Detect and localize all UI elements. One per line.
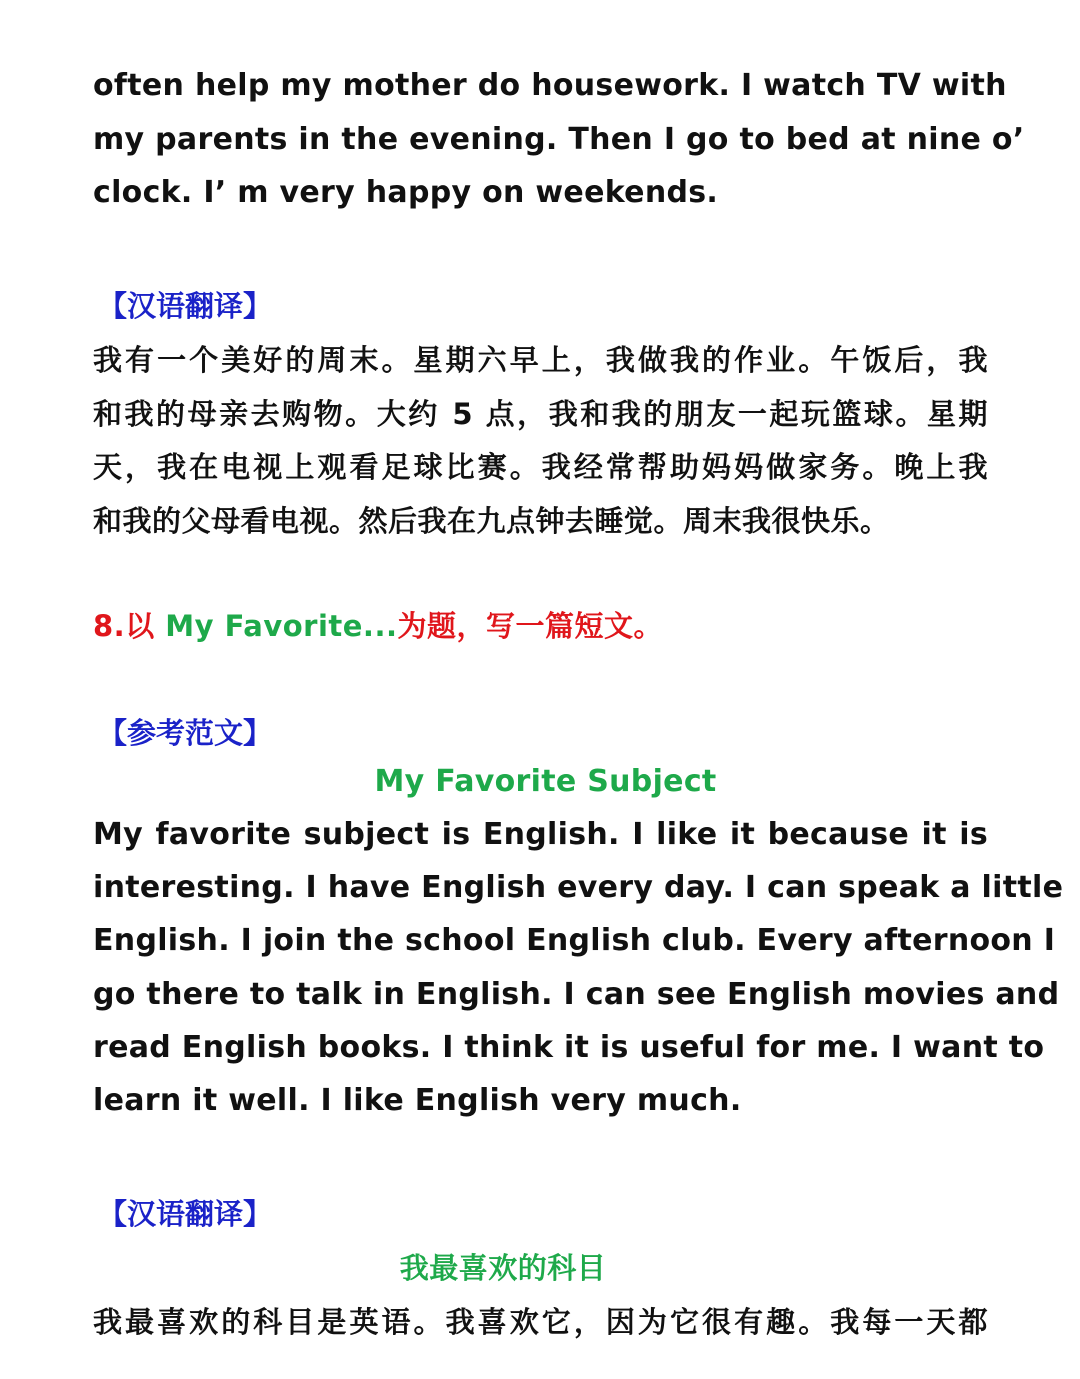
- essay-line: clock. I’ m very happy on weekends.: [93, 175, 719, 210]
- task-heading: [93, 604, 988, 645]
- translation-label: 【汉语翻译】: [98, 1197, 273, 1231]
- translation-line: 和我的父母看电视。然后我在九点钟去睡觉。周末我很快乐。: [93, 504, 890, 538]
- translation-title: 我最喜欢的科目: [399, 1251, 607, 1285]
- translation-label: 【汉语翻译】: [98, 289, 273, 323]
- sample-essay-line: learn it well. I like English very much.: [93, 1083, 742, 1118]
- task-number: 8.以: [93, 609, 166, 643]
- sample-label: 【参考范文】: [98, 716, 273, 750]
- translation-line: 和我的母亲去购物。大约 5 点，我和我的朋友一起玩篮球。星期: [93, 397, 988, 431]
- sample-essay-line: read English books. I think it is useful for me. I want to: [93, 1030, 1045, 1065]
- sample-title: My Favorite Subject: [374, 764, 717, 799]
- translation-line: 天，我在电视上观看足球比赛。我经常帮助妈妈做家务。晚上我: [93, 450, 988, 484]
- essay-line: my parents in the evening. Then I go to bed at nine o’: [93, 122, 1025, 157]
- task-topic: My Favorite...: [165, 609, 398, 643]
- sample-essay-line: My favorite subject is English. I like it because it is: [93, 817, 988, 852]
- sample-essay-line: interesting. I have English every day. I can speak a little: [93, 870, 1064, 905]
- task-instruction: 为题，写一篇短文。: [397, 609, 664, 643]
- sample-essay-line: English. I join the school English club. Every afternoon I: [93, 923, 1056, 958]
- translation-line: 我有一个美好的周末。星期六早上，我做我的作业。午饭后，我: [93, 343, 988, 377]
- essay-line: often help my mother do housework. I watch TV with: [93, 68, 1007, 103]
- sample-essay-line: go there to talk in English. I can see English movies and: [93, 977, 1060, 1012]
- translation-line: 我最喜欢的科目是英语。我喜欢它，因为它很有趣。我每一天都: [93, 1305, 988, 1339]
